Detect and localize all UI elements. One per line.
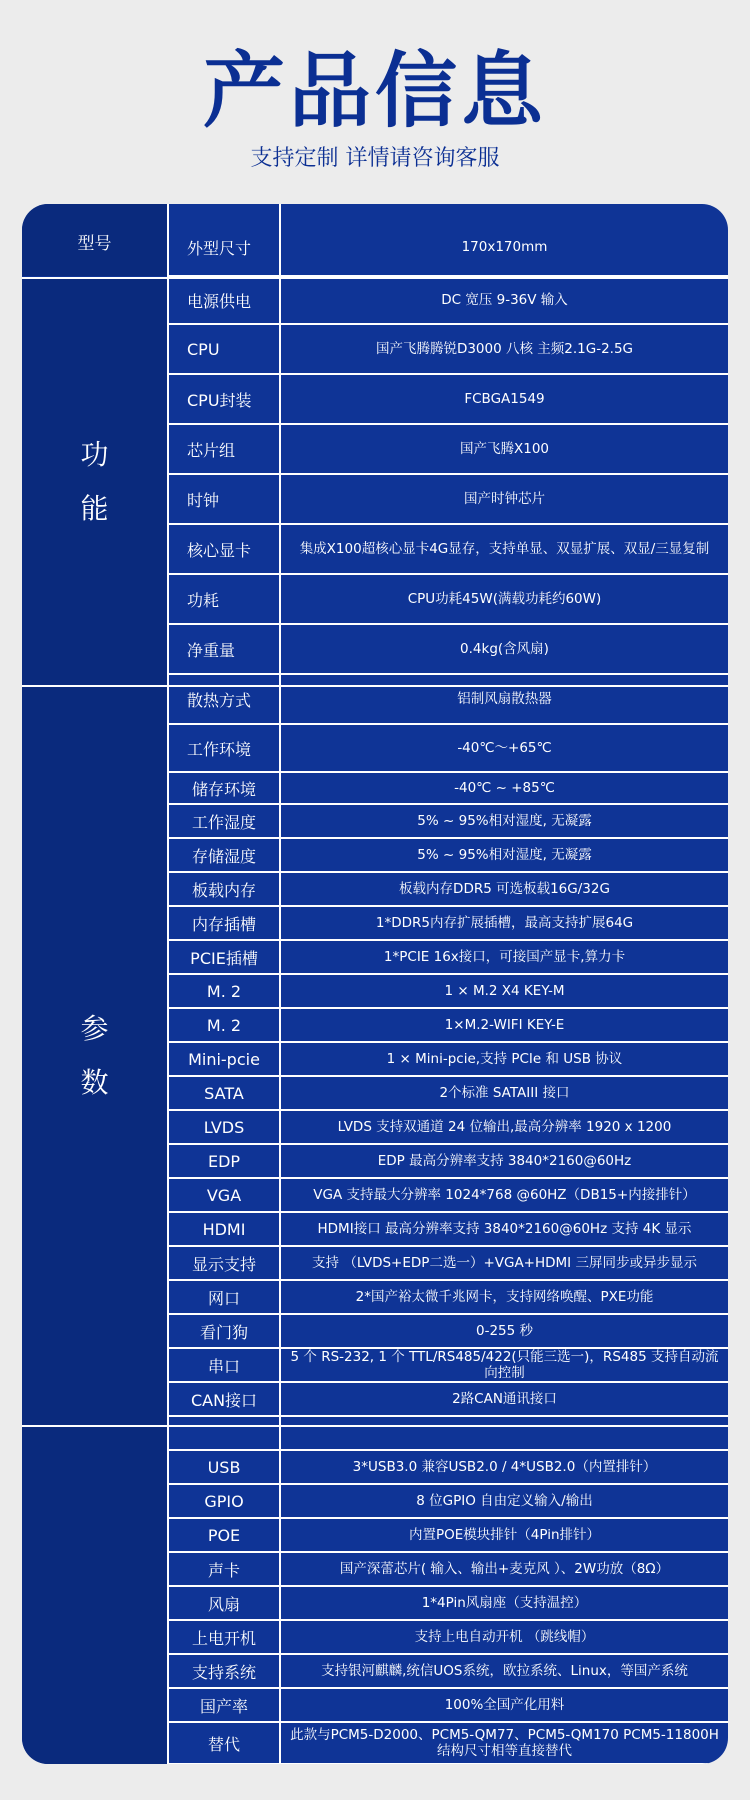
row-label: USB [207,1457,241,1477]
row-value: 5 个 RS-232, 1 个 TTL/RS485/422(只能三选一)，RS485 支持自动流向控制 [290,1349,719,1381]
row-label: 外型尺寸 [187,238,252,258]
row-value: EDP 最高分辨率支持 3840*2160@60Hz [377,1153,632,1169]
page-title: 产品信息 [202,44,547,139]
row-value: 1×M.2-WIFI KEY-E [444,1017,565,1033]
row-value: -40℃～+65℃ [457,740,552,756]
row-label: 显示支持 [191,1254,256,1274]
row-value: 1*PCIE 16x接口，可接国产显卡,算力卡 [383,949,626,965]
table-row [169,624,728,674]
table-row [169,772,728,804]
row-value: HDMI接口 最高分辨率支持 3840*2160@60Hz 支持 4K 显示 [317,1221,692,1237]
table-row [169,838,728,872]
table-row [169,1246,728,1280]
row-value: 铝制风扇散热器 [457,691,552,707]
row-value: -40℃ ~ +85℃ [454,780,555,796]
spec-table [22,204,728,1764]
table-row [169,1382,728,1416]
row-label: PCIE插槽 [190,948,258,968]
column-divider [167,204,169,1764]
table-row [169,1688,728,1722]
row-label: Mini-pcie [188,1049,260,1069]
row-value: 支持银河麒麟,统信UOS系统，欧拉系统、Linux，等国产系统 [321,1663,688,1679]
group-function-label: 功 能 [80,438,109,525]
row-label: LVDS [203,1117,245,1137]
row-label: 上电开机 [191,1628,256,1648]
row-label: M. 2 [206,981,242,1001]
group-extra-cell [22,1426,167,1764]
table-row [169,724,728,772]
table-row [169,674,728,724]
row-value: LVDS 支持双通道 24 位输出,最高分辨率 1920 x 1200 [337,1119,672,1135]
row-label: 国产率 [199,1696,248,1716]
row-label: EDP [207,1151,241,1171]
row-label: 工作湿度 [191,812,256,832]
row-label: 内存插槽 [191,914,256,934]
page-subtitle: 支持定制 详情请咨询客服 [250,146,500,171]
row-value: 100%全国产化用料 [444,1697,565,1713]
table-row [169,1042,728,1076]
table-row [169,804,728,838]
column-divider [279,204,281,1764]
table-row [169,1178,728,1212]
table-row [169,1416,728,1450]
row-label: CPU [187,339,220,359]
group-divider [22,1425,728,1427]
group-divider [22,685,728,687]
row-value [281,1416,728,1450]
row-value: 国产飞腾X100 [459,441,549,457]
table-row [169,1110,728,1144]
row-value: 2*国产裕太微千兆网卡，支持网络唤醒、PXE功能 [355,1289,654,1305]
table-row [169,324,728,374]
row-value: 170x170mm [461,239,548,255]
row-value: 国产深蕾芯片( 输入、输出+麦克风 ）、2W功放（8Ω） [339,1561,670,1577]
row-label: 支持系统 [191,1662,256,1682]
row-label: GPIO [204,1491,244,1511]
row-value: 0-255 秒 [475,1323,534,1339]
group-divider [22,277,728,279]
row-label: 声卡 [207,1560,240,1580]
table-row [169,1348,728,1382]
table-row [169,1722,728,1764]
table-row [169,1314,728,1348]
table-row [169,276,728,324]
model-header: 型号 [22,204,167,276]
row-label: M. 2 [206,1015,242,1035]
row-label: 芯片组 [187,440,236,460]
table-row [169,906,728,940]
table-row [169,1212,728,1246]
row-value: 3*USB3.0 兼容USB2.0 / 4*USB2.0（内置排针） [352,1459,657,1475]
row-value: CPU功耗45W(满载功耗约60W) [407,591,602,607]
table-row [169,1586,728,1620]
row-value: FCBGA1549 [464,391,545,407]
row-value: 支持上电自动开机 （跳线帽） [414,1629,595,1645]
table-row [169,424,728,474]
table-row [169,1280,728,1314]
row-label: POE [207,1525,241,1545]
table-row [169,1552,728,1586]
table-row [169,1654,728,1688]
row-divider [169,1763,728,1764]
row-label: 替代 [207,1734,240,1754]
row-value: 支持 （LVDS+EDP二选一）+VGA+HDMI 三屏同步或异步显示 [312,1255,697,1271]
row-value: 2路CAN通讯接口 [452,1391,557,1407]
row-label: CPU封装 [187,390,252,410]
row-value: 1*DDR5内存扩展插槽，最高支持扩展64G [375,915,634,931]
row-value: 1 × Mini-pcie,支持 PCIe 和 USB 协议 [386,1051,623,1067]
row-value: DC 宽压 9-36V 输入 [441,292,568,308]
row-value: 2个标准 SATAIII 接口 [439,1085,570,1101]
row-value: 5% ~ 95%相对湿度, 无凝露 [417,813,592,829]
row-label: SATA [204,1083,244,1103]
table-row [169,574,728,624]
table-row [169,474,728,524]
row-label: 散热方式 [187,690,252,710]
row-value: 国产时钟芯片 [464,491,545,507]
group-params-label: 参 数 [80,1012,109,1099]
row-label: 存储湿度 [191,846,256,866]
row-value: 5% ~ 95%相对湿度, 无凝露 [417,847,592,863]
row-label: 电源供电 [187,291,252,311]
row-label: CAN接口 [190,1390,258,1410]
row-value: 8 位GPIO 自由定义输入/输出 [416,1493,593,1509]
table-row [169,1620,728,1654]
row-label: 风扇 [207,1594,240,1614]
row-value: VGA 支持最大分辨率 1024*768 @60HZ（DB15+内接排针） [313,1187,696,1203]
table-row [169,374,728,424]
row-value: 内置POE模块排针（4Pin排针） [408,1527,601,1543]
row-label: 核心显卡 [187,540,252,560]
row-value: 集成X100超核心显卡4G显存，支持单显、双显扩展、双显/三显复制 [299,541,710,557]
table-row [169,1484,728,1518]
group-params-cell [22,686,167,1426]
table-row [169,204,728,276]
row-label: 网口 [207,1288,240,1308]
table-row [169,1518,728,1552]
group-function-cell [22,278,167,686]
table-row [169,974,728,1008]
table-row [169,1008,728,1042]
row-value: 国产飞腾腾锐D3000 八核 主频2.1G-2.5G [375,341,634,357]
row-label: VGA [206,1185,242,1205]
row-label: 看门狗 [199,1322,248,1342]
row-value: 1*4Pin风扇座（支持温控） [421,1595,588,1611]
row-label: 净重量 [187,640,236,660]
table-row [169,1450,728,1484]
row-label: 储存环境 [191,779,256,799]
row-value: 0.4kg(含风扇) [460,641,549,657]
table-row [169,1144,728,1178]
table-row [169,524,728,574]
row-label: 板载内存 [191,880,256,900]
table-row [169,872,728,906]
row-value: 1 × M.2 X4 KEY-M [444,983,565,999]
row-label [169,1416,279,1450]
row-label: HDMI [202,1219,246,1239]
table-row [169,1076,728,1110]
row-label: 工作环境 [187,739,252,759]
row-value: 此款与PCM5-D2000、PCM5-QM77、PCM5-QM170 PCM5-11800H 结构尺寸相等直接替代 [290,1727,719,1759]
table-row [169,940,728,974]
row-value: 板载内存DDR5 可选板载16G/32G [399,881,610,897]
row-label: 串口 [207,1356,240,1376]
row-label: 功耗 [187,590,220,610]
row-label: 时钟 [187,490,220,510]
